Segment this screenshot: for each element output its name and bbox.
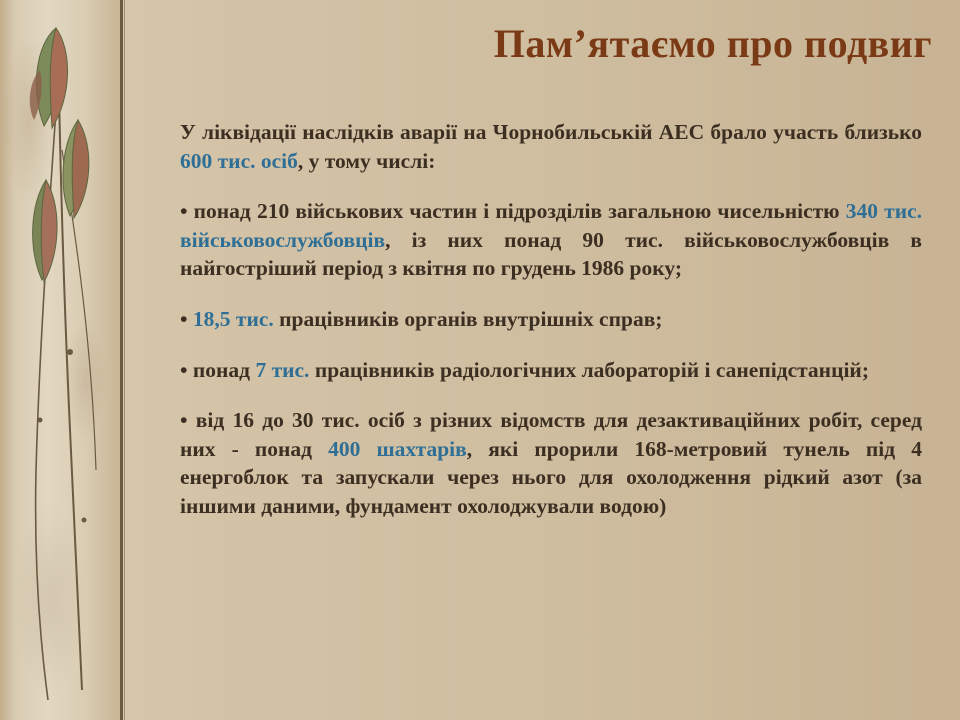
panel-divider-inner bbox=[124, 0, 125, 720]
paragraph-4 bbox=[180, 356, 922, 385]
highlight-segment: 18,5 тис. bbox=[192, 306, 274, 331]
highlight-segment: 400 шахтарів bbox=[328, 436, 467, 461]
paragraph-1 bbox=[180, 118, 922, 175]
text-segment: працівників органів внутрішніх справ; bbox=[273, 306, 663, 331]
slide-body bbox=[180, 118, 922, 521]
leaf-branch-icon bbox=[0, 0, 120, 720]
text-segment: , із них понад 90 тис. військовослужбовців в найгостріший період з квітня по грудень 1986 року; bbox=[180, 227, 922, 281]
text-segment: • bbox=[180, 306, 193, 331]
paragraph-5 bbox=[180, 406, 922, 520]
highlight-segment: 7 тис. bbox=[255, 357, 310, 382]
text-segment: • від 16 до 30 тис. осіб з різних відомств для дезактиваційних робіт, серед них - понад bbox=[180, 408, 922, 461]
paragraph-2 bbox=[180, 197, 922, 283]
text-segment: У ліквідації наслідків аварії на Чорнобильській АЕС брало участь близько bbox=[180, 120, 922, 144]
highlight-segment: 340 тис. військовослужбовців bbox=[180, 199, 922, 252]
left-decorative-panel bbox=[0, 0, 120, 720]
text-segment: , які прорили 168-метровий тунель під 4 енергоблок та запускали через нього для охолодження рідкий азот (за іншими даними, фундамент охолоджували водою) bbox=[180, 436, 922, 518]
paragraph-3 bbox=[180, 305, 922, 334]
text-segment: • понад 210 військових частин і підрозділів загальною чисельністю bbox=[180, 199, 846, 224]
text-segment: • понад bbox=[180, 357, 256, 382]
highlight-segment: 600 тис. осіб bbox=[180, 148, 298, 173]
text-segment: , у тому числі: bbox=[297, 148, 436, 173]
text-segment: працівників радіологічних лабораторій і санепідстанцій; bbox=[309, 357, 869, 382]
panel-divider bbox=[120, 0, 123, 720]
slide-title: Пам’ятаємо про подвиг bbox=[493, 21, 932, 66]
